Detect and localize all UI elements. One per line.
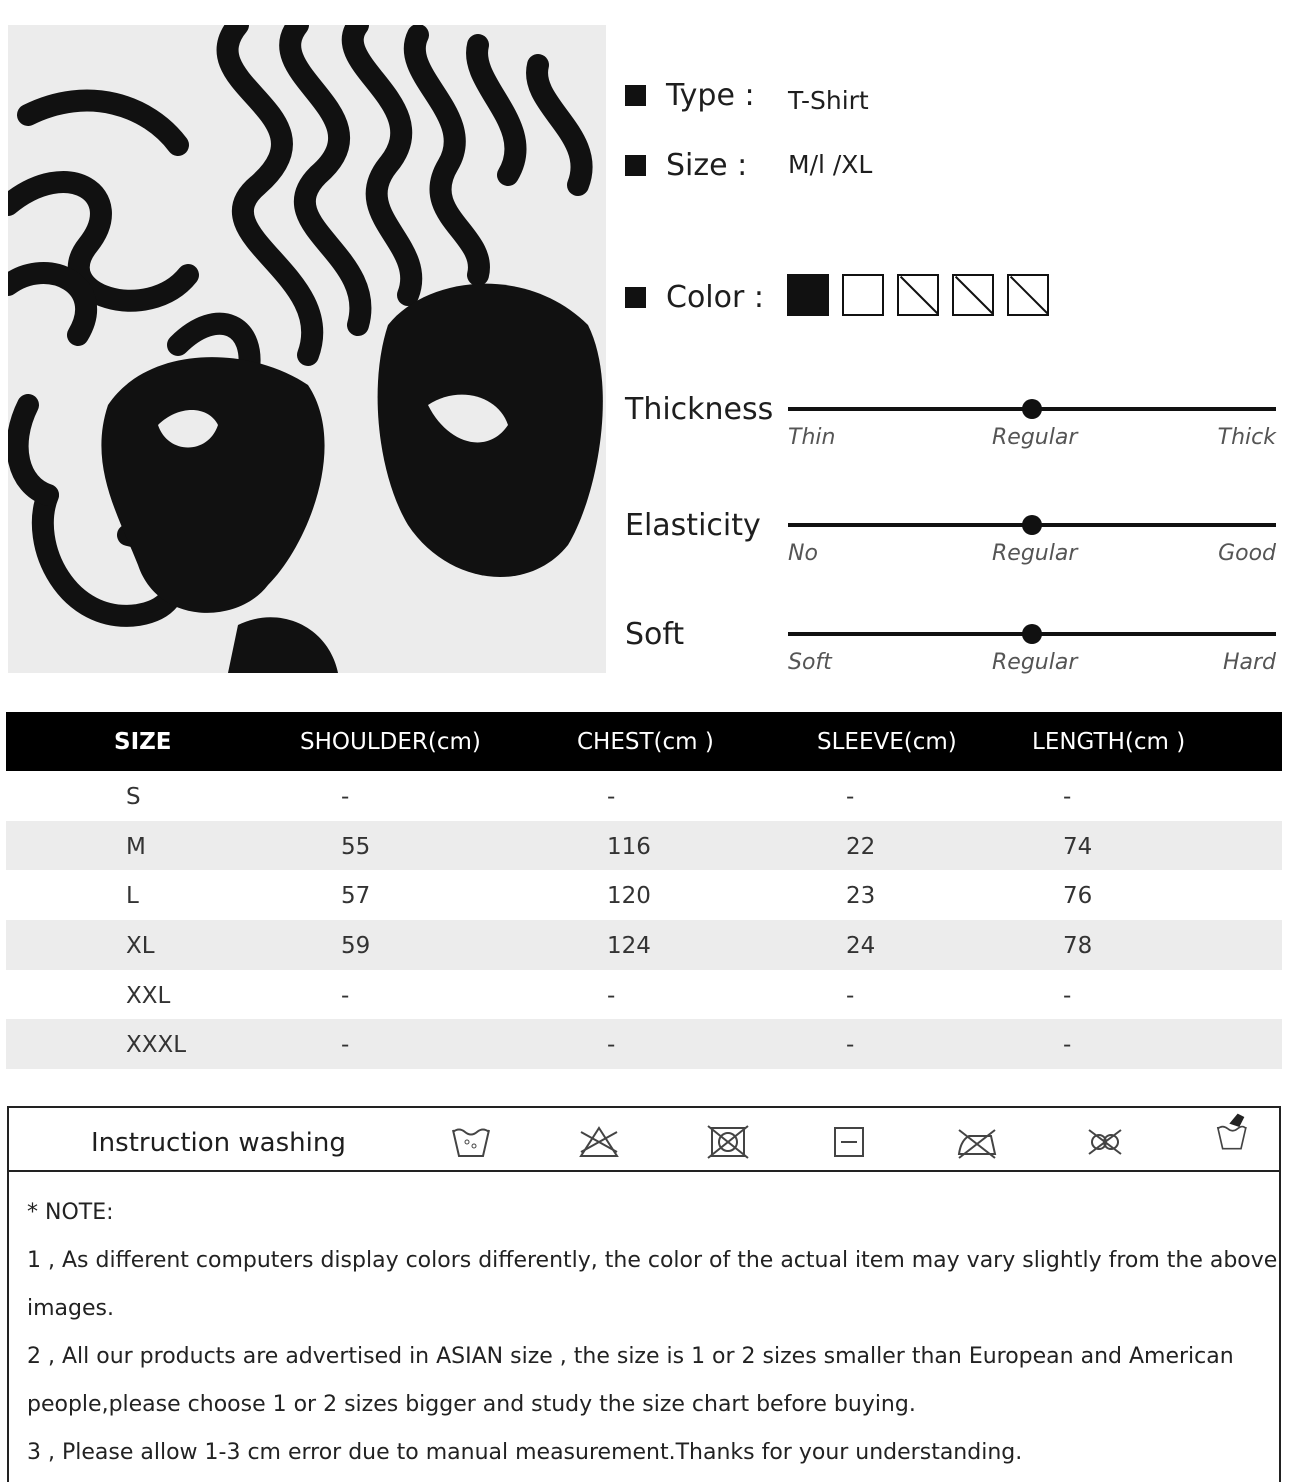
table-cell: - bbox=[1063, 784, 1072, 810]
table-cell: 76 bbox=[1063, 883, 1093, 910]
table-row bbox=[6, 970, 1282, 1020]
table-cell: 120 bbox=[607, 883, 651, 910]
table-cell: - bbox=[607, 982, 616, 1009]
wash-tub-icon bbox=[449, 1122, 493, 1162]
table-cell: - bbox=[607, 784, 616, 810]
notes-section bbox=[7, 1172, 1281, 1482]
table-cell: 23 bbox=[846, 883, 876, 910]
rating-title: Thickness bbox=[625, 392, 774, 427]
table-cell: - bbox=[341, 1032, 350, 1059]
note-line: images. bbox=[27, 1296, 114, 1321]
table-cell: XL bbox=[126, 933, 155, 960]
rating-scale bbox=[788, 632, 1276, 636]
rating-mid-label: Regular bbox=[992, 425, 1078, 450]
spec-type-value: T-Shirt bbox=[788, 86, 869, 115]
rating-high-label: Hard bbox=[1222, 650, 1276, 675]
table-cell: 124 bbox=[607, 933, 651, 960]
spec-color bbox=[625, 280, 786, 315]
rating-low-label: Soft bbox=[788, 650, 832, 675]
table-cell: 57 bbox=[341, 883, 371, 910]
note-line: 2 , All our products are advertised in ASIAN size , the size is 1 or 2 sizes smaller than European and American bbox=[27, 1344, 1234, 1369]
notes-heading: * NOTE: bbox=[27, 1200, 114, 1225]
table-cell: L bbox=[126, 883, 139, 910]
header-chest: CHEST(cm ) bbox=[577, 729, 714, 755]
product-image bbox=[8, 25, 606, 673]
rating-low-label: No bbox=[788, 541, 818, 566]
rating-mid-label: Regular bbox=[992, 650, 1078, 675]
table-cell: 55 bbox=[341, 833, 371, 860]
rating-scale bbox=[788, 523, 1276, 527]
note-line: 1 , As different computers display colors differently, the color of the actual item may vary slightly from the above bbox=[27, 1248, 1278, 1273]
table-cell: 78 bbox=[1063, 933, 1093, 960]
table-row bbox=[6, 771, 1282, 821]
spec-size-label: Size : bbox=[666, 148, 748, 183]
rating-title: Elasticity bbox=[625, 508, 761, 543]
table-row bbox=[6, 821, 1282, 871]
table-cell: - bbox=[341, 982, 350, 1009]
color-swatches bbox=[787, 274, 1049, 316]
no-dry-clean-icon bbox=[1083, 1122, 1127, 1162]
table-cell: - bbox=[1063, 1032, 1072, 1059]
flat-dry-icon bbox=[827, 1122, 871, 1162]
table-cell: 22 bbox=[846, 833, 876, 860]
table-cell: - bbox=[341, 784, 350, 810]
table-row bbox=[6, 1019, 1282, 1069]
header-size: SIZE bbox=[114, 729, 172, 755]
color-swatch-unavailable bbox=[952, 274, 994, 316]
rating-high-label: Thick bbox=[1217, 425, 1276, 450]
rating-low-label: Thin bbox=[788, 425, 836, 450]
table-cell: - bbox=[846, 1032, 855, 1059]
no-bleach-icon bbox=[577, 1122, 621, 1162]
rating-indicator bbox=[1022, 515, 1042, 535]
table-row bbox=[6, 920, 1282, 970]
bullet-square-icon bbox=[625, 287, 646, 308]
spec-size-value: M/l /XL bbox=[788, 150, 873, 179]
table-cell: - bbox=[846, 982, 855, 1009]
table-cell: - bbox=[846, 784, 855, 810]
color-swatch[interactable] bbox=[842, 274, 884, 316]
washing-instructions bbox=[7, 1106, 1281, 1172]
spec-type bbox=[625, 78, 786, 113]
spec-type-label: Type : bbox=[666, 78, 755, 113]
spec-size bbox=[625, 148, 786, 183]
table-cell: - bbox=[1063, 982, 1072, 1009]
rating-scale bbox=[788, 407, 1276, 411]
table-cell: 116 bbox=[607, 833, 651, 860]
rating-indicator bbox=[1022, 399, 1042, 419]
bullet-square-icon bbox=[625, 155, 646, 176]
color-swatch[interactable] bbox=[787, 274, 829, 316]
bullet-square-icon bbox=[625, 85, 646, 106]
table-cell: M bbox=[126, 833, 146, 860]
washing-title: Instruction washing bbox=[91, 1128, 346, 1158]
color-swatch-unavailable bbox=[1007, 274, 1049, 316]
color-swatch-unavailable bbox=[897, 274, 939, 316]
header-sleeve: SLEEVE(cm) bbox=[817, 729, 957, 755]
table-cell: 59 bbox=[341, 933, 371, 960]
table-cell: XXXL bbox=[126, 1032, 187, 1059]
no-tumble-dry-icon bbox=[706, 1122, 750, 1162]
no-iron-icon bbox=[955, 1122, 999, 1162]
rating-mid-label: Regular bbox=[992, 541, 1078, 566]
table-cell: 74 bbox=[1063, 833, 1093, 860]
size-table bbox=[6, 712, 1282, 1069]
table-row bbox=[6, 870, 1282, 920]
rating-title: Soft bbox=[625, 617, 685, 652]
size-table-header bbox=[6, 712, 1282, 771]
table-cell: - bbox=[607, 1032, 616, 1059]
rating-indicator bbox=[1022, 624, 1042, 644]
table-cell: S bbox=[126, 784, 141, 810]
rating-high-label: Good bbox=[1218, 541, 1276, 566]
table-cell: 24 bbox=[846, 933, 876, 960]
hand-wash-icon bbox=[1209, 1112, 1253, 1152]
spec-color-label: Color : bbox=[666, 280, 764, 315]
header-length: LENGTH(cm ) bbox=[1032, 729, 1186, 755]
header-shoulder: SHOULDER(cm) bbox=[300, 729, 481, 755]
note-line: 3 , Please allow 1-3 cm error due to manual measurement.Thanks for your understanding. bbox=[27, 1440, 1023, 1465]
note-line: people,please choose 1 or 2 sizes bigger and study the size chart before buying. bbox=[27, 1392, 916, 1417]
table-cell: XXL bbox=[126, 982, 171, 1009]
